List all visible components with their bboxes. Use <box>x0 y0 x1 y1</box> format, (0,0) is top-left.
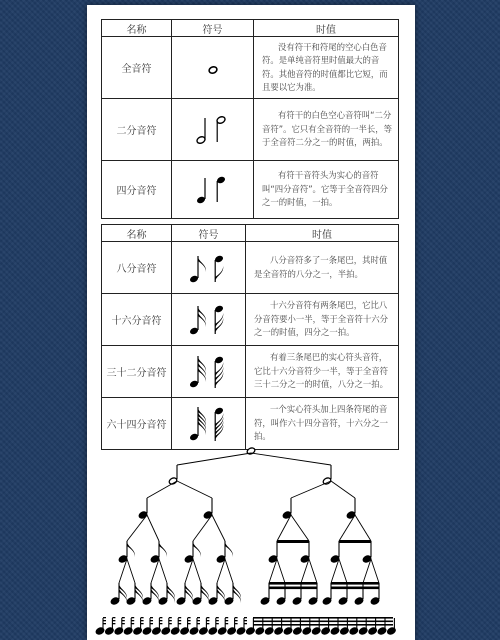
note-table-basic <box>101 19 399 219</box>
sixteenth-note-icon <box>172 294 246 346</box>
whole-note-icon <box>172 37 254 99</box>
tree-sixteenth-note <box>110 597 120 605</box>
note-description: 十六分音符有两条尾巴，它比八分音符要小一半，等于全音符十六分之一的时值，四分之一拍。 <box>246 294 399 346</box>
tree-quarter-note <box>203 511 213 519</box>
half-note-icon <box>172 99 254 161</box>
note-description: 一个实心符头加上四条符尾的音符，叫作六十四分音符，十六分之一拍。 <box>246 398 399 450</box>
tree-sixteenth-beam <box>331 582 379 585</box>
sixty-fourth-note-icon <box>172 398 246 450</box>
tree-sixteenth-note <box>192 597 202 605</box>
header-symbol: 符号 <box>172 20 254 37</box>
tree-quarter-note <box>282 511 292 519</box>
table-header-row <box>102 225 399 242</box>
tree-sixteenth-note <box>308 597 318 605</box>
note-table-flagged <box>101 224 399 450</box>
table-header-row <box>102 20 399 37</box>
thirty-second-note-icon <box>172 346 246 398</box>
note-division-tree-diagram <box>87 443 415 640</box>
tree-sixteenth-note <box>292 597 302 605</box>
tree-sixteenth-note <box>142 597 152 605</box>
note-name: 全音符 <box>102 37 172 99</box>
tree-thirty-second-beam <box>253 621 393 623</box>
table-row <box>102 346 399 398</box>
tree-thirty-second-beam <box>253 624 393 626</box>
tree-sixteenth-note <box>354 597 364 605</box>
note-name: 二分音符 <box>102 99 172 161</box>
note-name: 四分音符 <box>102 161 172 219</box>
note-description: 有符干音符头为实心的音符叫“四分音符”。它等于全音符四分之一的时值，一拍。 <box>254 161 399 219</box>
tree-thirty-second-beam <box>253 617 393 619</box>
tree-quarter-note <box>346 511 356 519</box>
header-name: 名称 <box>102 225 172 242</box>
note-description: 没有符干和符尾的空心白色音符。是单纯音符里时值最大的音符。其他音符的时值都比它短，而且要以它为准。 <box>254 37 399 99</box>
table-row <box>102 99 399 161</box>
tree-sixteenth-note <box>176 597 186 605</box>
tree-sixteenth-note <box>208 597 218 605</box>
table-row <box>102 161 399 219</box>
note-description: 有着三条尾巴的实心符头音符，它比十六分音符少一半，等于全音符三十二分之一的时值，八分之一拍。 <box>246 346 399 398</box>
note-name: 八分音符 <box>102 242 172 294</box>
note-name: 十六分音符 <box>102 294 172 346</box>
table-row <box>102 294 399 346</box>
tree-eighth-beam <box>277 540 309 543</box>
tree-sixteenth-note <box>158 597 168 605</box>
tree-sixteenth-note <box>224 597 234 605</box>
tree-sixteenth-note <box>260 597 270 605</box>
tree-sixteenth-beam <box>269 587 317 590</box>
note-name: 三十二分音符 <box>102 346 172 398</box>
header-duration: 时值 <box>246 225 399 242</box>
table-row <box>102 37 399 99</box>
tree-sixteenth-note <box>370 597 380 605</box>
note-description: 有符干的白色空心音符叫“二分音符”。它只有全音符的一半长，等于全音符二分之一的时值，两拍。 <box>254 99 399 161</box>
tree-sixteenth-beam <box>269 582 317 585</box>
table-row <box>102 398 399 450</box>
header-name: 名称 <box>102 20 172 37</box>
note-description: 八分音符多了一条尾巴，其时值是全音符的八分之一，半拍。 <box>246 242 399 294</box>
tree-sixteenth-note <box>338 597 348 605</box>
tree-sixteenth-beam <box>331 587 379 590</box>
tree-sixteenth-note <box>276 597 286 605</box>
tree-sixteenth-note <box>322 597 332 605</box>
tree-quarter-note <box>138 511 148 519</box>
header-symbol: 符号 <box>172 225 246 242</box>
tree-eighth-beam <box>339 540 371 543</box>
table-row <box>102 242 399 294</box>
tree-sixteenth-note <box>126 597 136 605</box>
paper-sheet <box>87 5 415 640</box>
quarter-note-icon <box>172 161 254 219</box>
header-duration: 时值 <box>254 20 399 37</box>
note-name: 六十四分音符 <box>102 398 172 450</box>
eighth-note-icon <box>172 242 246 294</box>
